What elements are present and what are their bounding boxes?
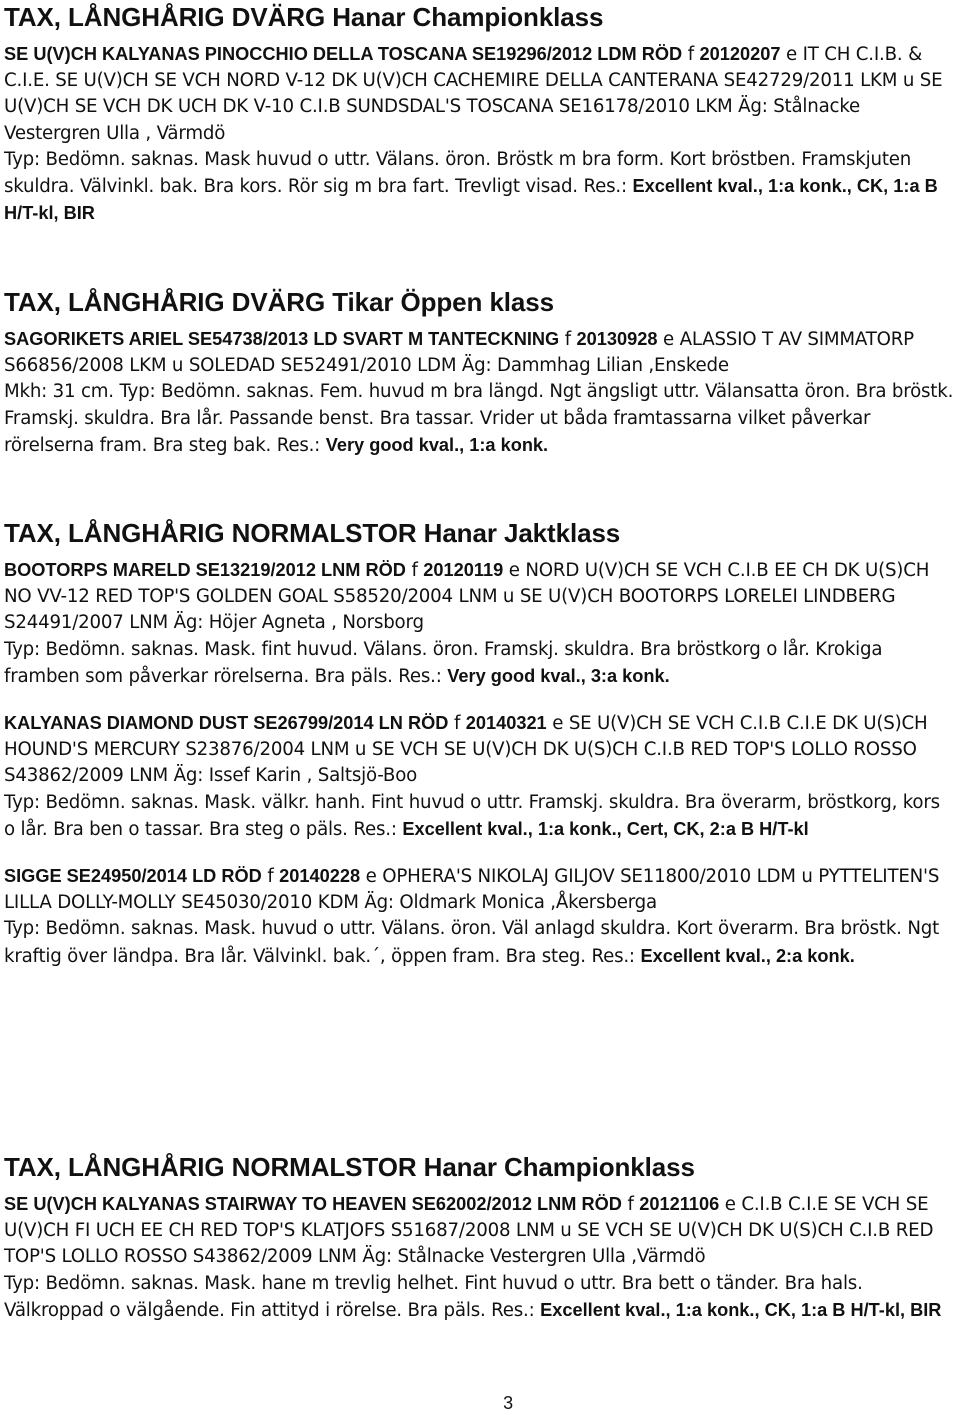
dog-critique [4, 379, 956, 459]
result-value: Excellent kval., 1:a konk., Cert, CK, 2:a B H/T-kl [402, 818, 809, 839]
dog-pedigree [4, 557, 956, 637]
class-heading: TAX, LÅNGHÅRIG DVÄRG Tikar Öppen klass [4, 287, 555, 317]
dog-name-bold: SE U(V)CH KALYANAS PINOCCHIO DELLA TOSCANA SE19296/2012 LDM RÖD [4, 44, 683, 64]
result-label: Res.: [353, 818, 397, 840]
critique-text: Typ: Bedömn. saknas. Mask. fint huvud. Välans. öron. Framskj. skuldra. Bra bröstkorg o lår. Krokiga framben som påverkar rörelserna. Bra päls. [4, 638, 883, 687]
critique-text: Typ: Bedömn. saknas. Mask huvud o uttr. Välans. öron. Bröstk m bra form. Kort bröstben. Framskjuten skuldra. Välvinkl. bak. Bra kors. Rör sig m bra fart. Trevligt visad. [4, 148, 912, 198]
dog-name-bold: 20120207 [699, 44, 781, 64]
dog-pedigree-text: f [405, 560, 424, 581]
result-value: Very good kval., 3:a konk. [447, 665, 670, 686]
result-label: Res.: [398, 665, 442, 687]
dog-name-bold: 20130928 [576, 329, 658, 349]
critique-text: Typ: Bedömn. saknas. Mask. välkr. hanh. Fint huvud o uttr. Framskj. skuldra. Bra överarm, bröstkorg, kors o lår. Bra ben o tassar. Bra steg o päls. [4, 791, 940, 840]
class-heading: TAX, LÅNGHÅRIG DVÄRG Hanar Championklass [4, 2, 604, 32]
result-label: Res.: [276, 434, 321, 456]
result-value: Very good kval., 1:a konk. [325, 434, 549, 455]
dog-entry [4, 1191, 956, 1324]
dog-pedigree-text: f [621, 1194, 640, 1215]
class-section [4, 517, 956, 970]
class-section [4, 1, 956, 227]
dog-pedigree [4, 1191, 956, 1271]
dog-pedigree [4, 710, 956, 790]
dog-pedigree-text: f [682, 44, 700, 65]
dog-name-bold: 20140321 [465, 713, 547, 734]
dog-critique [4, 916, 956, 969]
dog-entry [4, 41, 956, 227]
result-value: Excellent kval., 1:a konk., CK, 1:a B H/T-kl, BIR [540, 1299, 942, 1320]
dog-name-bold: BOOTORPS MARELD SE13219/2012 LNM RÖD [4, 560, 406, 580]
dog-critique [4, 637, 956, 690]
critique-text: Typ: Bedömn. saknas. Mask. huvud o uttr. Välans. öron. Väl anlagd skuldra. Kort överarm. Bra bröstk. Ngt kraftig över ländpa. Bra lår. Välvinkl. bak.´, öppen fram. Bra steg. [4, 918, 940, 967]
result-label: Res.: [583, 176, 627, 198]
dog-critique [4, 147, 956, 228]
dog-pedigree [4, 863, 956, 916]
dog-pedigree-text: e IT CH C.I.B. & C.I.E. SE U(V)CH SE VCH NORD V-12 DK U(V)CH CACHEMIRE DELLA CANTERANA SE42729/2011 LKM u SE U(V)CH SE VCH DK UCH DK V-10 C.I.B SUNDSDAL'S TOSCANA SE16178/2010 LKM Äg: Stålnacke Vestergren Ulla , Värmdö [4, 44, 943, 144]
dog-critique [4, 1271, 956, 1324]
dog-entry [4, 557, 956, 690]
dog-pedigree-text: e NORD U(V)CH SE VCH C.I.B EE CH DK U(S)CH NO VV-12 RED TOP'S GOLDEN GOAL S58520/2004 LNM u SE U(V)CH BOOTORPS LORELEI LINDBERG S24491/2007 LNM Äg: Höjer Agneta , Norsborg [4, 560, 930, 634]
dog-pedigree-text: e C.I.B C.I.E SE VCH SE U(V)CH FI UCH EE CH RED TOP'S KLATJOFS S51687/2008 LNM u SE VCH SE U(V)CH DK U(S)CH C.I.B RED TOP'S LOLLO ROSSO S43862/2009 LNM Äg: Stålnacke Vestergren Ulla ,Värmdö [4, 1194, 934, 1268]
dog-pedigree [4, 41, 956, 147]
dog-name-bold: 20121106 [639, 1194, 720, 1214]
dog-pedigree-text: f [261, 866, 280, 888]
dog-pedigree-text: f [448, 713, 466, 735]
class-heading: TAX, LÅNGHÅRIG NORMALSTOR Hanar Jaktklass [4, 518, 621, 548]
dog-name-bold: SAGORIKETS ARIEL SE54738/2013 LD SVART M TANTECKNING [4, 329, 560, 349]
dog-pedigree-text: f [559, 329, 577, 350]
class-section [4, 1151, 956, 1324]
dog-entry [4, 710, 956, 843]
class-heading: TAX, LÅNGHÅRIG NORMALSTOR Hanar Championklass [4, 1152, 695, 1182]
dog-pedigree-text: e ALASSIO T AV SIMMATORP S66856/2008 LKM u SOLEDAD SE52491/2010 LDM Äg: Dammhag Lilian ,Enskede [4, 329, 914, 377]
result-label: Res.: [491, 1299, 535, 1321]
result-value: Excellent kval., 1:a konk., CK, 1:a B H/T-kl, BIR [4, 176, 938, 224]
dog-pedigree-text: e SE U(V)CH SE VCH C.I.B C.I.E DK U(S)CH HOUND'S MERCURY S23876/2004 LNM u SE VCH SE U(V)CH DK U(S)CH C.I.B RED TOP'S LOLLO ROSSO S43862/2009 LNM Äg: Issef Karin , Saltsjö-Boo [4, 713, 928, 787]
dog-name-bold: KALYANAS DIAMOND DUST SE26799/2014 LN RÖD [4, 713, 449, 734]
class-section [4, 286, 956, 459]
critique-text: Typ: Bedömn. saknas. Mask. hane m trevlig helhet. Fint huvud o uttr. Bra bett o tänder. Bra hals. Välkroppad o välgående. Fin attityd i rörelse. Bra päls. [4, 1272, 863, 1321]
result-label: Res.: [591, 945, 635, 967]
dog-name-bold: 20140228 [279, 866, 361, 887]
dog-entry [4, 326, 956, 459]
dog-pedigree-text: e OPHERA'S NIKOLAJ GILJOV SE11800/2010 LDM u PYTTELITEN'S LILLA DOLLY-MOLLY SE45030/2010 KDM Äg: Oldmark Monica ,Åkersberga [4, 866, 940, 914]
dog-name-bold: SE U(V)CH KALYANAS STAIRWAY TO HEAVEN SE62002/2012 LNM RÖD [4, 1194, 622, 1214]
result-value: Excellent kval., 2:a konk. [640, 945, 855, 966]
critique-text: Mkh: 31 cm. Typ: Bedömn. saknas. Fem. huvud m bra längd. Ngt ängsligt uttr. Välansatta öron. Bra bröstk. Framskj. skuldra. Bra lår. Passande benst. Bra tassar. Vrider ut båda framtassarna vilket påverkar rörelserna fram. Bra steg bak. [4, 381, 954, 456]
dog-pedigree [4, 326, 956, 379]
dog-name-bold: 20120119 [423, 560, 504, 580]
dog-critique [4, 790, 956, 843]
page-number: 3 [503, 1393, 513, 1413]
dog-entry [4, 863, 956, 970]
dog-name-bold: SIGGE SE24950/2014 LD RÖD [4, 866, 262, 887]
